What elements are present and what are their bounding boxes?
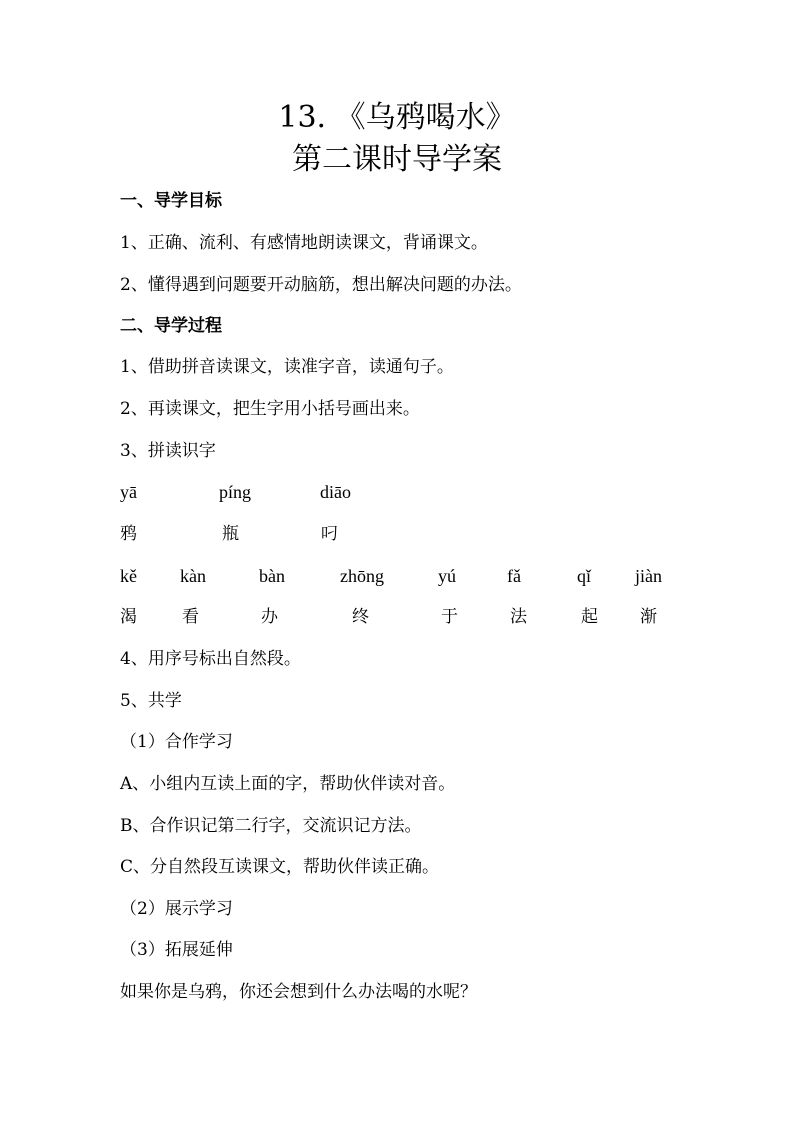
sub-heading-show: （2）展示学习 (120, 899, 233, 919)
hanzi: 法 (510, 607, 527, 627)
pinyin: kàn (180, 566, 206, 586)
process-step: 4、用序号标出自然段。 (120, 649, 301, 669)
hanzi: 办 (261, 607, 278, 627)
lesson-title: 13. 《乌鸦喝水》 (278, 100, 516, 135)
pinyin: diāo (320, 482, 351, 502)
pinyin: píng (219, 482, 252, 502)
extension-question: 如果你是乌鸦，你还会想到什么办法喝的水呢？ (120, 982, 477, 1002)
pinyin: zhōng (340, 566, 384, 586)
hanzi: 看 (182, 607, 199, 627)
pinyin: yā (120, 482, 137, 502)
pinyin: fǎ (507, 566, 521, 586)
section-heading-process: 二、导学过程 (120, 316, 222, 336)
cooperate-item: B、合作识记第二行字，交流识记方法。 (120, 816, 422, 836)
lesson-subtitle: 第二课时导学案 (292, 142, 502, 177)
hanzi: 瓶 (222, 524, 239, 544)
goal-item: 1、正确、流利、有感情地朗读课文，背诵课文。 (120, 233, 488, 253)
process-step: 2、再读课文，把生字用小括号画出来。 (120, 399, 420, 419)
sub-heading-extend: （3）拓展延伸 (120, 940, 233, 960)
goal-item: 2、懂得遇到问题要开动脑筋，想出解决问题的办法。 (120, 275, 522, 295)
hanzi: 终 (352, 607, 369, 627)
pinyin: bàn (259, 566, 285, 586)
pinyin: qǐ (577, 566, 592, 586)
hanzi: 于 (441, 607, 458, 627)
pinyin: yú (438, 566, 456, 586)
process-step: 5、共学 (120, 691, 182, 711)
process-step: 1、借助拼音读课文，读准字音，读通句子。 (120, 357, 454, 377)
hanzi: 鸦 (120, 524, 137, 544)
cooperate-item: C、分自然段互读课文，帮助伙伴读正确。 (120, 857, 440, 877)
hanzi: 渴 (120, 607, 137, 627)
hanzi: 起 (581, 607, 598, 627)
hanzi: 叼 (321, 524, 338, 544)
pinyin: kě (120, 566, 137, 586)
process-step: 3、拼读识字 (120, 441, 216, 461)
hanzi: 渐 (640, 607, 657, 627)
cooperate-item: A、小组内互读上面的字，帮助伙伴读对音。 (120, 774, 456, 794)
pinyin: jiàn (635, 566, 662, 586)
section-heading-goals: 一、导学目标 (120, 191, 222, 211)
sub-heading-cooperate: （1）合作学习 (120, 732, 233, 752)
